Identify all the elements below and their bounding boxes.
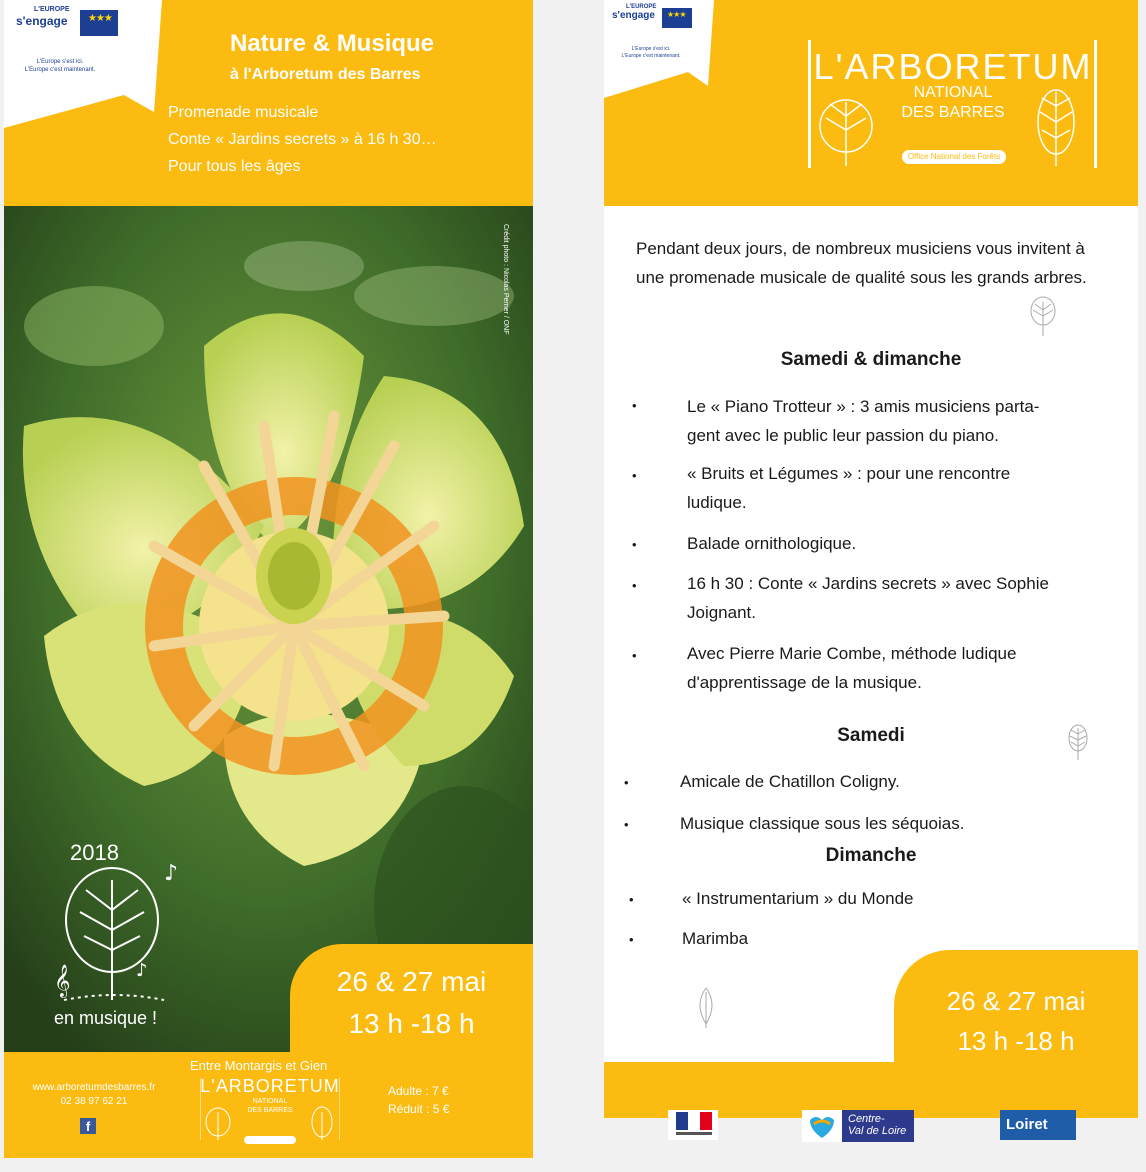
event-subtitle: à l'Arboretum des Barres bbox=[230, 66, 421, 83]
section-weekend: Samedi & dimanche bbox=[780, 349, 962, 370]
list-item: « Instrumentarium » du Monde bbox=[682, 889, 914, 908]
list-item: Balade ornithologique. bbox=[687, 534, 857, 553]
svg-text:♪: ♪ bbox=[164, 861, 179, 886]
list-item: Musique classique sous les séquoias. bbox=[680, 814, 965, 833]
website-link[interactable]: www.arboretumdesbarres.fr bbox=[32, 1082, 156, 1093]
promo-line: Conte « Jardins secrets » à 16 h 30… bbox=[168, 131, 437, 148]
price-reduced: Réduit : 5 € bbox=[388, 1102, 450, 1116]
flyer-front bbox=[4, 0, 533, 1158]
tree-icon bbox=[1066, 724, 1090, 760]
flyer-back: L'EUROPE s'engage ★★★ L'Europe s'est ici. L'Europe c'est maintenant. L'ARBORETUM NATIONAL DES BARRES Office National des Forêts Pendant deux jours, de nombreux musiciens vous invitent à une promenade musicale de qualité sous les grands arbres. Samedi & dimanche • Le « Piano Trotteur » : 3 amis musiciens parta- gent avec le public leur passion du piano. • « Bruits et Légumes » : pour une rencontre ludique. • Balade ornithologique. • 16 h 30 : Conte « Jardins secrets » avec Sophie Joignant. • Avec Pierre Marie Combe, méthode ludique d'apprentissage de la musique. Samedi • Amicale de Chatillon Coligny. • Musique classique sous les séquoias. Dimanche • « Instrumentarium » du Monde • Marimba 26 & 27 mai 13 h -18 h bbox=[604, 0, 1138, 1118]
list-item: Avec Pierre Marie Combe, méthode ludique d'apprentissage de la musique. bbox=[687, 644, 1017, 692]
onf-pill bbox=[244, 1136, 296, 1144]
arboretum-logo: L'ARBORETUM NATIONAL DES BARRES Office National des Forêts bbox=[808, 46, 1098, 176]
music-2018-badge bbox=[54, 840, 184, 1040]
republique-francaise-logo bbox=[668, 1110, 718, 1140]
flyer-footer bbox=[4, 1052, 533, 1158]
leaf-icon bbox=[694, 986, 718, 1028]
date-box bbox=[894, 950, 1138, 1118]
back-header bbox=[604, 0, 1138, 206]
europe-engage-logo: L'EUROPE s'engage ★★★ L'Europe s'est ici. L'Europe c'est maintenant. bbox=[4, 0, 162, 128]
onf-logo: Office National des Forêts bbox=[902, 150, 1006, 164]
list-item: Marimba bbox=[682, 929, 749, 948]
event-date: 26 & 27 mai bbox=[946, 986, 1086, 1016]
svg-text:𝄞: 𝄞 bbox=[54, 964, 71, 997]
badge-text: en musique ! bbox=[54, 1008, 158, 1028]
arboretum-title: L'ARBORETUM bbox=[813, 46, 1093, 87]
list-item: 16 h 30 : Conte « Jardins secrets » avec Sophie Joignant. bbox=[687, 574, 1049, 622]
event-title: Nature & Musique bbox=[230, 30, 435, 57]
svg-text:♪: ♪ bbox=[136, 960, 148, 981]
intro-paragraph: Pendant deux jours, de nombreux musiciens vous invitent à une promenade musicale de qualité sous les grands arbres. bbox=[636, 239, 1087, 287]
section-saturday: Samedi bbox=[837, 725, 905, 746]
badge-year: 2018 bbox=[70, 840, 119, 865]
list-item: Le « Piano Trotteur » : 3 amis musiciens parta- gent avec le public leur passion du piano. bbox=[687, 397, 1040, 445]
date-box bbox=[290, 944, 533, 1052]
partner-logos bbox=[604, 1110, 1138, 1144]
arboretum-logo-small: L'ARBORETUM NATIONAL DES BARRES bbox=[200, 1076, 340, 1158]
list-item: « Bruits et Légumes » : pour une rencontre ludique. bbox=[687, 464, 1011, 512]
event-hours: 13 h -18 h bbox=[348, 1008, 475, 1039]
centre-val-de-loire-logo: Centre- Val de Loire bbox=[802, 1110, 914, 1142]
eu-flag-icon: ★★★ bbox=[662, 8, 692, 28]
location-line: Entre Montargis et Gien bbox=[190, 1058, 328, 1073]
list-item: Amicale de Chatillon Coligny. bbox=[680, 772, 900, 791]
promo-line: Pour tous les âges bbox=[168, 158, 301, 175]
event-date: 26 & 27 mai bbox=[336, 966, 487, 997]
section-sunday: Dimanche bbox=[825, 845, 917, 866]
event-hours: 13 h -18 h bbox=[957, 1026, 1075, 1056]
phone-number: 02 38 97 62 21 bbox=[60, 1096, 128, 1107]
photo-credit: Crédit photo : Nicolas Perrier / ONF bbox=[502, 224, 509, 335]
promo-line: Promenade musicale bbox=[168, 104, 319, 121]
facebook-icon[interactable]: f bbox=[80, 1118, 96, 1134]
tree-icon bbox=[1028, 296, 1058, 336]
eu-flag-icon: ★★★ bbox=[80, 10, 118, 36]
loiret-logo: Loiret bbox=[1000, 1110, 1076, 1140]
price-adult: Adulte : 7 € bbox=[388, 1084, 449, 1098]
europe-engage-logo: L'EUROPE s'engage ★★★ L'Europe s'est ici. L'Europe c'est maintenant. bbox=[604, 0, 714, 100]
